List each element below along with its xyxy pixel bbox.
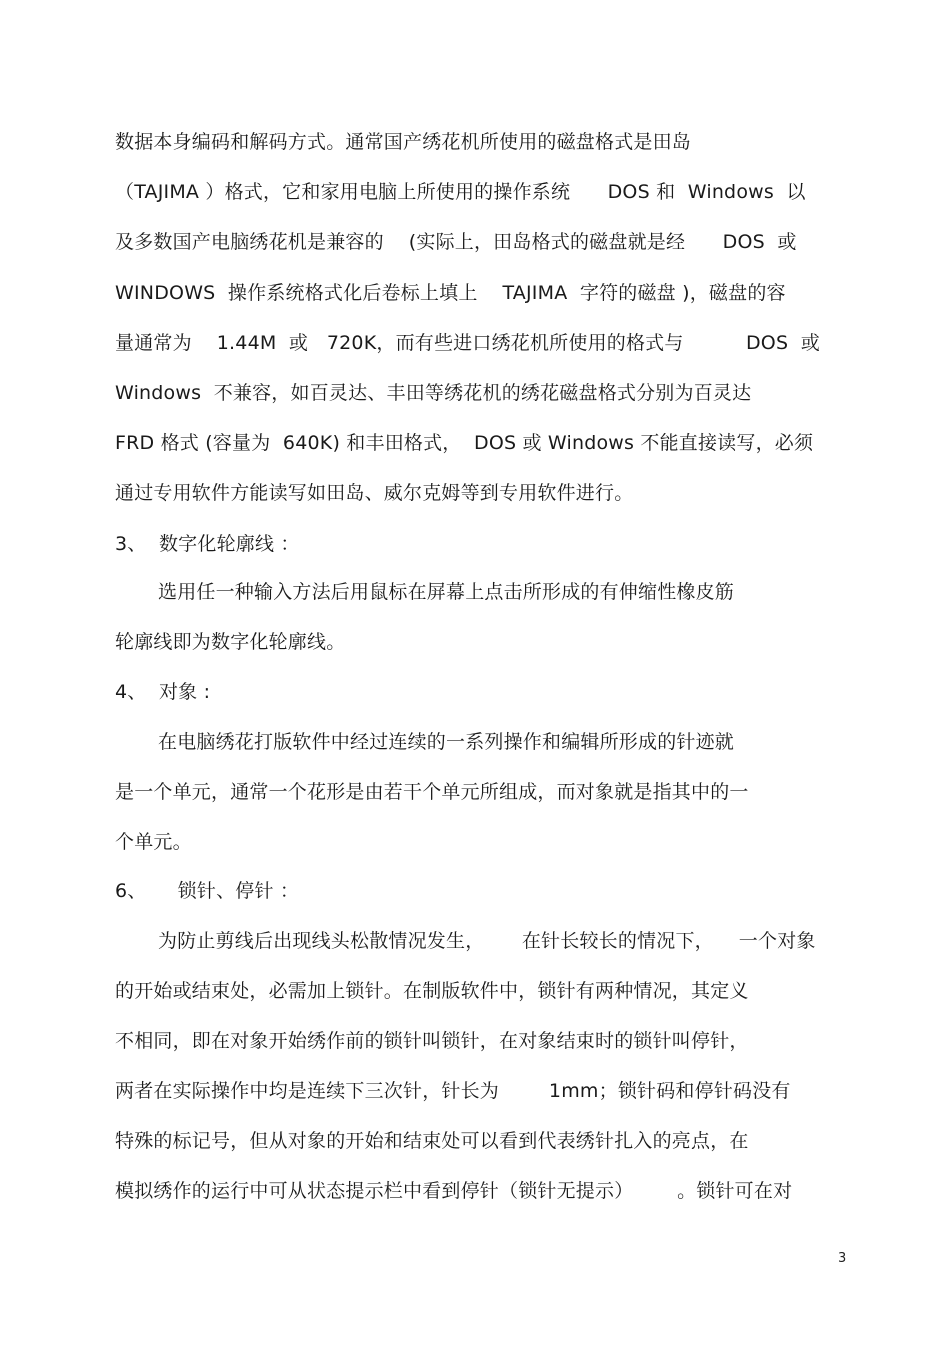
text-line: FRD 格式 (容量为 640K) 和丰田格式， DOS 或 Windows 不能直接读写，必须 — [115, 432, 814, 454]
page-number: 3 — [838, 1251, 847, 1266]
section-heading: 3、 数字化轮廓线 ： — [115, 533, 300, 555]
text-line: 及多数国产电脑绣花机是兼容的 (实际上，田岛格式的磁盘就是经 DOS 或 — [115, 231, 797, 253]
text-line: 不相同，即在对象开始绣作前的锁针叫锁针，在对象结束时的锁针叫停针， — [115, 1030, 749, 1052]
text-line: 通过专用软件方能读写如田岛、威尔克姆等到专用软件进行。 — [115, 482, 634, 504]
text-line: Windows 不兼容，如百灵达、丰田等绣花机的绣花磁盘格式分别为百灵达 — [115, 382, 752, 404]
text-line: 个单元。 — [115, 831, 192, 853]
text-line: 在电脑绣花打版软件中经过连续的一系列操作和编辑所形成的针迹就 — [158, 731, 735, 753]
text-line: 为防止剪线后出现线头松散情况发生， 在针长较长的情况下， 一个对象 — [158, 930, 816, 952]
text-line: 两者在实际操作中均是连续下三次针，针长为 1mm；锁针码和停针码没有 — [115, 1080, 791, 1102]
text-line: 特殊的标记号，但从对象的开始和结束处可以看到代表绣针扎入的亮点，在 — [115, 1130, 749, 1152]
text-line: 是一个单元，通常一个花形是由若干个单元所组成，而对象就是指其中的一 — [115, 781, 749, 803]
section-heading: 6、 锁针、停针 ： — [115, 880, 300, 902]
section-heading: 4、 对象 : — [115, 681, 211, 703]
text-line: 数据本身编码和解码方式。通常国产绣花机所使用的磁盘格式是田岛 — [115, 131, 692, 153]
text-line: 模拟绣作的运行中可从状态提示栏中看到停针（锁针无提示） 。锁针可在对 — [115, 1180, 793, 1202]
text-line: 量通常为 1.44M 或 720K，而有些进口绣花机所使用的格式与 DOS 或 — [115, 332, 820, 354]
text-line: 选用任一种输入方法后用鼠标在屏幕上点击所形成的有伸缩性橡皮筋 — [158, 581, 735, 603]
text-line: 轮廓线即为数字化轮廓线。 — [115, 631, 346, 653]
text-line: （TAJIMA ）格式，它和家用电脑上所使用的操作系统 DOS 和 Windows 以 — [115, 181, 806, 203]
text-line: WINDOWS 操作系统格式化后卷标上填上 TAJIMA 字符的磁盘 )，磁盘的容 — [115, 282, 786, 304]
text-line: 的开始或结束处，必需加上锁针。在制版软件中，锁针有两种情况，其定义 — [115, 980, 749, 1002]
